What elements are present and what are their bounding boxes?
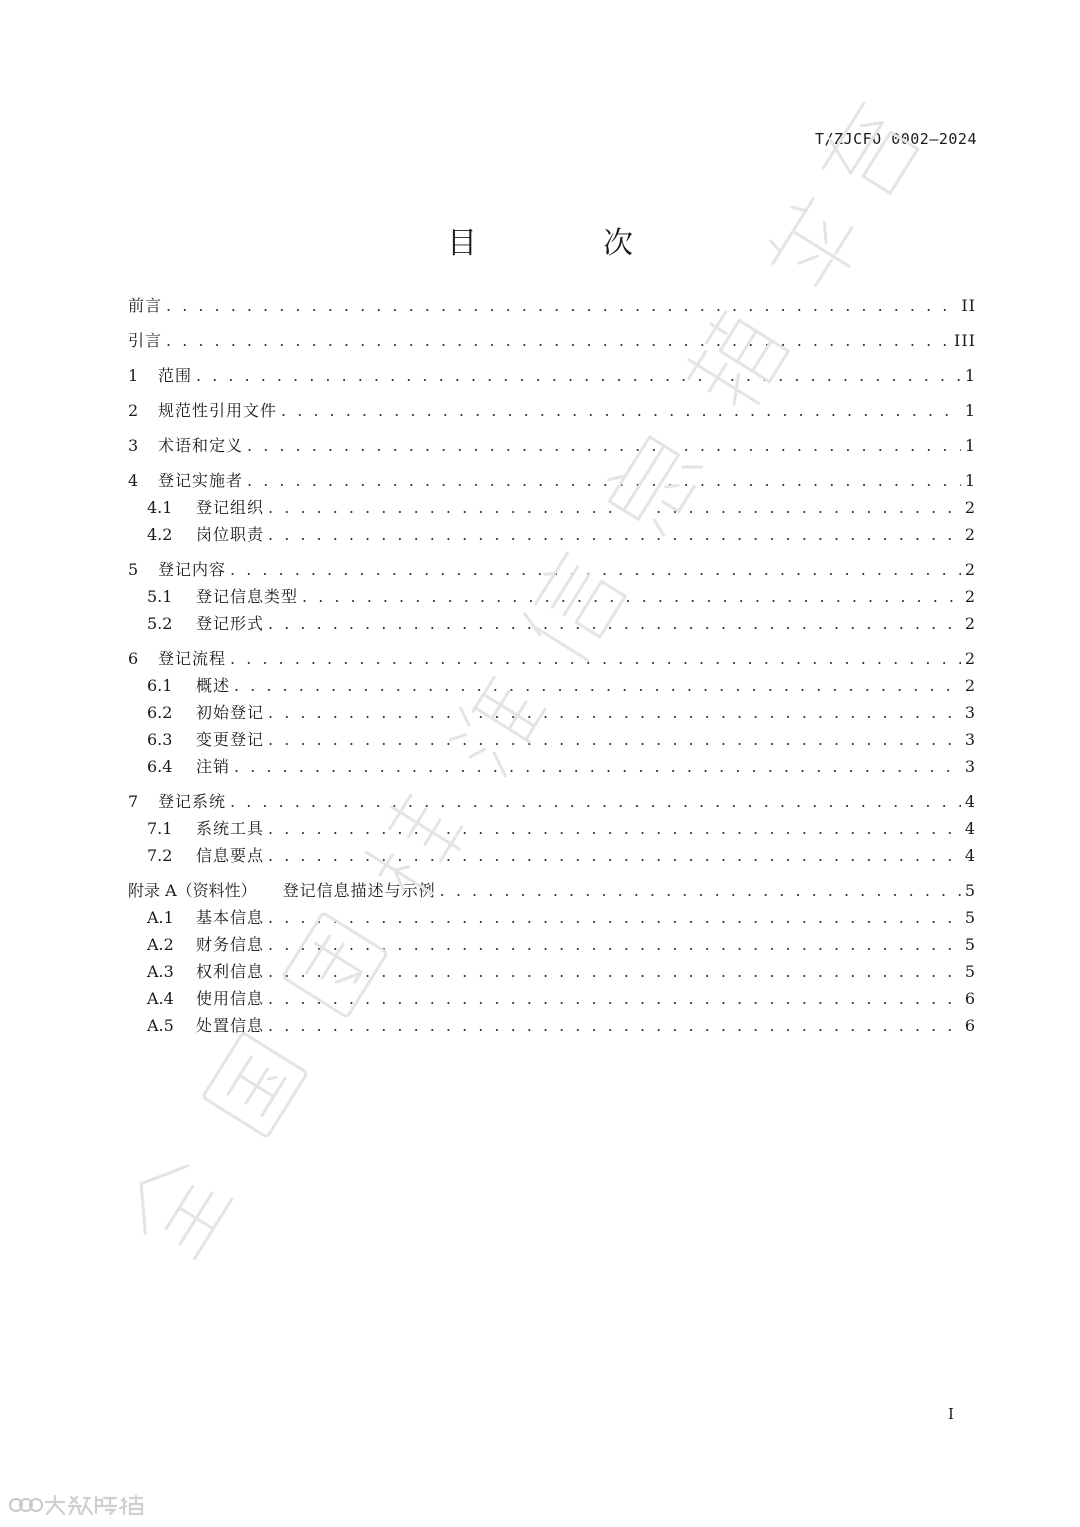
toc-entry[interactable] (128, 525, 976, 545)
toc-entry-title: 岗位职责 (196, 525, 265, 544)
toc-dot-leader (196, 366, 961, 386)
toc-dot-leader (268, 498, 961, 518)
toc-entry[interactable] (128, 846, 976, 866)
toc-entry[interactable] (128, 819, 976, 839)
toc-entry-page: II (961, 296, 976, 315)
toc-entry-number: 5.2 (147, 614, 173, 633)
toc-entry-title: 初始登记 (196, 703, 265, 722)
toc-entry-title: 处置信息 (196, 1016, 265, 1035)
toc-entry-page: III (954, 331, 976, 350)
toc-entry-number: 7.2 (147, 846, 173, 865)
toc-entry-title: 信息要点 (196, 846, 265, 865)
toc-entry-page: 2 (964, 649, 976, 668)
toc-dot-leader (268, 962, 961, 982)
toc-entry-number: 4.2 (147, 525, 173, 544)
toc-entry-page: 4 (964, 819, 976, 838)
toc-entry-page: 6 (964, 1016, 976, 1035)
toc-entry[interactable] (128, 792, 976, 812)
toc-entry-title: 使用信息 (196, 989, 265, 1008)
toc-entry-number: 附录 A（资料性） (128, 881, 257, 900)
toc-dot-leader (281, 401, 961, 421)
toc-entry[interactable] (128, 649, 976, 669)
toc-entry-number: 4.1 (147, 498, 173, 517)
table-of-contents (128, 296, 976, 1036)
toc-dot-leader (268, 819, 961, 839)
toc-entry[interactable] (128, 908, 976, 928)
toc-entry[interactable] (128, 962, 976, 982)
toc-entry-number: 7.1 (147, 819, 173, 838)
toc-entry-title: 权利信息 (196, 962, 265, 981)
toc-entry-page: 4 (964, 792, 976, 811)
toc-entry[interactable] (128, 498, 976, 518)
toc-entry-number: A.3 (147, 962, 174, 981)
toc-entry-title: 登记组织 (196, 498, 265, 517)
toc-dot-leader (268, 525, 961, 545)
toc-entry-number: 4 (128, 471, 139, 490)
brand-logo-wordmark (44, 1494, 144, 1516)
brand-logo (8, 1490, 158, 1520)
toc-dot-leader (268, 908, 961, 928)
toc-entry-title: 系统工具 (196, 819, 265, 838)
toc-entry[interactable] (128, 757, 976, 777)
toc-entry-title: 变更登记 (196, 730, 265, 749)
toc-entry-title: 财务信息 (196, 935, 265, 954)
brand-logo-icon (8, 1494, 44, 1516)
toc-entry[interactable] (128, 560, 976, 580)
toc-entry-page: 2 (964, 560, 976, 579)
toc-entry-page: 2 (964, 498, 976, 517)
toc-entry-number: 5.1 (147, 587, 173, 606)
toc-dot-leader (268, 614, 961, 634)
toc-entry-number: A.1 (147, 908, 174, 927)
toc-entry-page: 2 (964, 525, 976, 544)
toc-entry-page: 4 (964, 846, 976, 865)
toc-entry[interactable] (128, 296, 976, 316)
toc-entry-page: 1 (964, 366, 976, 385)
page-title: 目 次 (447, 226, 681, 261)
toc-entry-number: A.2 (147, 935, 174, 954)
toc-dot-leader (302, 587, 961, 607)
toc-entry[interactable] (128, 614, 976, 634)
toc-entry-page: 3 (964, 730, 976, 749)
toc-entry[interactable] (128, 676, 976, 696)
toc-entry-title: 注销 (196, 757, 231, 776)
toc-entry-number: 6 (128, 649, 139, 668)
toc-entry-title: 基本信息 (196, 908, 265, 927)
toc-entry-number: 6.4 (147, 757, 173, 776)
toc-dot-leader (268, 846, 961, 866)
toc-entry-title: 登记实施者 (158, 471, 244, 490)
toc-dot-leader (234, 676, 961, 696)
toc-entry[interactable] (128, 703, 976, 723)
toc-entry-number: 6.1 (147, 676, 173, 695)
toc-entry-title: 前言 (128, 296, 163, 315)
toc-entry-title: 引言 (128, 331, 163, 350)
toc-entry-title: 概述 (196, 676, 231, 695)
toc-entry-title: 登记信息类型 (196, 587, 299, 606)
toc-dot-leader (230, 792, 961, 812)
toc-dot-leader (268, 730, 961, 750)
toc-entry-page: 1 (964, 401, 976, 420)
toc-entry-page: 1 (964, 436, 976, 455)
toc-entry-number: 7 (128, 792, 139, 811)
toc-dot-leader (268, 1016, 961, 1036)
toc-entry[interactable] (128, 587, 976, 607)
toc-dot-leader (166, 331, 950, 351)
toc-entry-title: 登记系统 (158, 792, 227, 811)
toc-dot-leader (247, 471, 961, 491)
toc-entry-page: 2 (964, 676, 976, 695)
toc-entry-title: 登记形式 (196, 614, 265, 633)
document-id: T/ZJCFO 0002—2024 (814, 130, 977, 148)
toc-entry-page: 5 (964, 881, 976, 900)
toc-entry-page: 2 (964, 614, 976, 633)
toc-dot-leader (268, 935, 961, 955)
toc-entry-page: 3 (964, 757, 976, 776)
toc-entry[interactable] (128, 471, 976, 491)
toc-entry-page: 3 (964, 703, 976, 722)
toc-entry-page: 1 (964, 471, 976, 490)
toc-dot-leader (268, 989, 961, 1009)
toc-dot-leader (166, 296, 957, 316)
toc-entry-page: 5 (964, 935, 976, 954)
toc-dot-leader (247, 436, 961, 456)
toc-entry-title: 规范性引用文件 (158, 401, 278, 420)
toc-entry-title: 登记流程 (158, 649, 227, 668)
toc-entry-title: 登记内容 (158, 560, 227, 579)
toc-entry[interactable] (128, 935, 976, 955)
toc-entry[interactable] (128, 1016, 976, 1036)
toc-entry-number: 6.3 (147, 730, 173, 749)
toc-entry-page: 2 (964, 587, 976, 606)
toc-entry-number: 2 (128, 401, 139, 420)
toc-entry[interactable] (128, 730, 976, 750)
toc-dot-leader (268, 703, 961, 723)
page-number: I (948, 1405, 954, 1423)
toc-entry-title: 术语和定义 (158, 436, 244, 455)
toc-entry[interactable] (128, 331, 976, 351)
toc-entry-page: 5 (964, 908, 976, 927)
toc-entry-number: 1 (128, 366, 139, 385)
toc-dot-leader (230, 649, 961, 669)
toc-dot-leader (234, 757, 961, 777)
toc-entry-number: A.4 (147, 989, 174, 1008)
toc-entry[interactable] (128, 436, 976, 456)
toc-entry-number: 3 (128, 436, 139, 455)
toc-entry-title: 登记信息描述与示例 (282, 881, 436, 900)
toc-entry-number: 5 (128, 560, 139, 579)
toc-dot-leader (230, 560, 961, 580)
toc-entry-page: 6 (964, 989, 976, 1008)
toc-entry-number: A.5 (147, 1016, 174, 1035)
toc-entry[interactable] (128, 989, 976, 1009)
toc-entry-number: 6.2 (147, 703, 173, 722)
toc-entry[interactable] (128, 881, 976, 901)
toc-entry-title: 范围 (158, 366, 193, 385)
toc-entry-page: 5 (964, 962, 976, 981)
toc-entry[interactable] (128, 401, 976, 421)
toc-dot-leader (440, 881, 961, 901)
toc-entry[interactable] (128, 366, 976, 386)
